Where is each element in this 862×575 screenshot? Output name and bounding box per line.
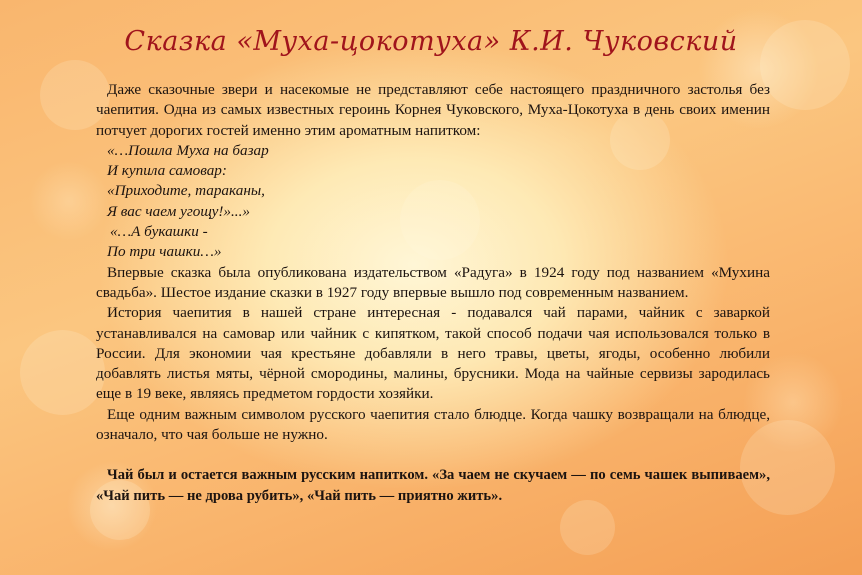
paragraph-saucer: Еще одним важным символом русского чаепития стало блюдце. Когда чашку возвращали на блюдце, означало, что чая больше не нужно.: [96, 405, 770, 444]
verse-line: «…Пошла Муха на базар: [107, 141, 269, 159]
verse-line: По три чашки…»: [107, 243, 222, 261]
paragraph-history: История чаепития в нашей стране интересная - подавался чай парами, чайник с заваркой устанавливался на самовар или чайник с кипятком, такой способ подачи чая использовался только в России. Для экономии чая крестьяне добавляли в него травы, цветы, ягоды, особенно любили добавлять листья мяты, чёрной смородины, малины, брусники. Мода на чайные сервизы зародилась еще в 19 веке, являясь предметом гордости хозяйки.: [96, 304, 770, 403]
paragraph-intro: Даже сказочные звери и насекомые не представляют себе настоящего праздничного застолья без чаепития. Одна из самых известных героинь Корнея Чуковского, Муха-Цокотуха в день своих именин потчует дорогих гостей именно этим ароматным напитком:: [96, 81, 770, 139]
verse-line: «Приходите, тараканы,: [107, 182, 265, 200]
paragraph-conclusion: Чай был и остается важным русским напитком. «За чаем не скучаем — по семь чашек выпиваем», «Чай пить — не дрова рубить», «Чай пить — приятно жить».: [96, 467, 770, 504]
bokeh-decoration: [560, 500, 615, 555]
bokeh-decoration: [20, 330, 105, 415]
page-title: Сказка «Муха-цокотуха» К.И. Чуковский: [124, 26, 738, 57]
verse-line: И купила самовар:: [107, 162, 227, 180]
verse-line: «…А букашки -: [110, 223, 208, 241]
paragraph-publication: Впервые сказка была опубликована издательством «Радуга» в 1924 году под названием «Мухина свадьба». Шестое издание сказки в 1927 году впервые вышло под современным названием.: [96, 263, 770, 301]
spacer: [96, 445, 770, 465]
article-body: [96, 80, 770, 506]
verse-line: Я вас чаем угощу!»...»: [107, 202, 250, 220]
